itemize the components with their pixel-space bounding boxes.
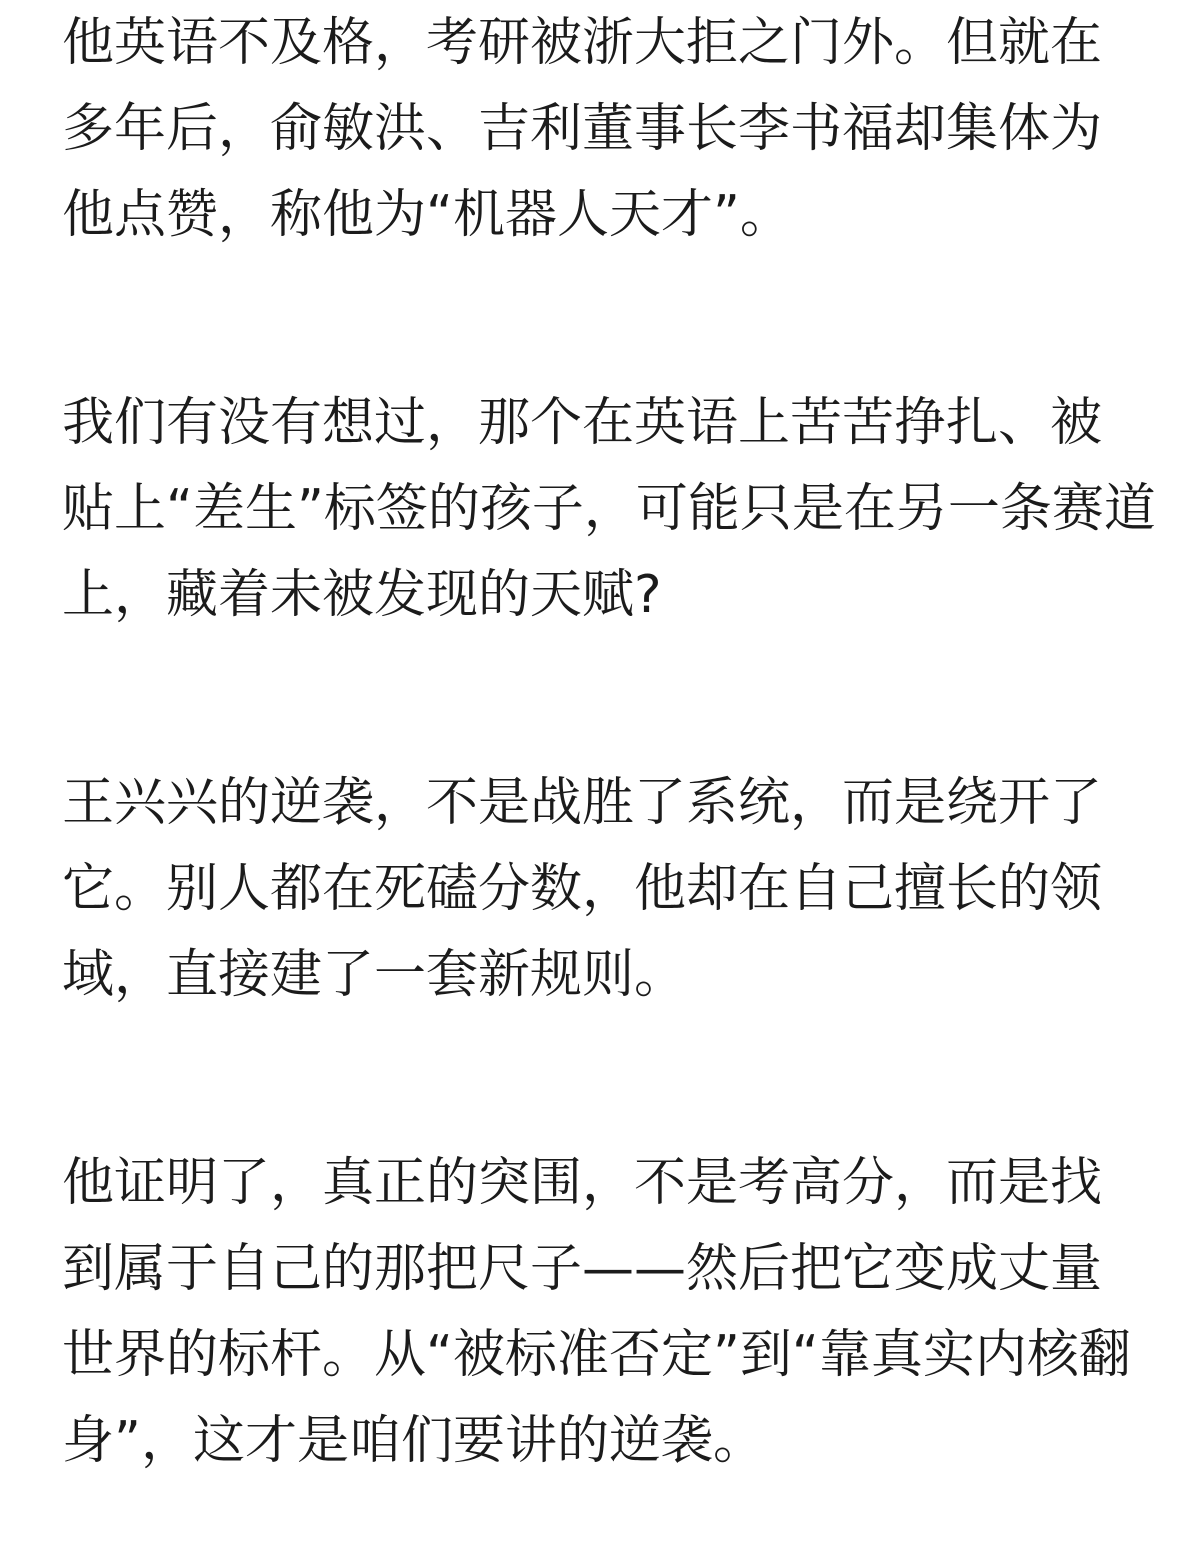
paragraph-line: 他证明了，真正的突围，不是考高分，而是找 xyxy=(62,1153,1103,1213)
paragraph-line: 我们有没有想过，那个在英语上苦苦挣扎、被 xyxy=(62,393,1103,453)
paragraph-line: 王兴兴的逆袭，不是战胜了系统，而是绕开了 xyxy=(62,773,1103,833)
paragraph-line: 身”，这才是咱们要讲的逆袭。 xyxy=(62,1411,765,1471)
paragraph-2 xyxy=(62,380,1156,638)
paragraph-line: 他英语不及格，考研被浙大拒之门外。但就在 xyxy=(62,13,1103,73)
paragraph-line: 世界的标杆。从“被标准否定”到“靠真实内核翻 xyxy=(62,1325,1131,1385)
paragraph-line: 上，藏着未被发现的天赋? xyxy=(62,565,662,625)
paragraph-line: 域，直接建了一套新规则。 xyxy=(62,945,687,1005)
paragraph-1 xyxy=(62,0,1119,258)
paragraph-line: 到属于自己的那把尺子——然后把它变成丈量 xyxy=(62,1239,1103,1299)
paragraph-line: 多年后，俞敏洪、吉利董事长李书福却集体为 xyxy=(62,99,1103,159)
paragraph-line: 贴上“差生”标签的孩子，可能只是在另一条赛道 xyxy=(62,479,1156,539)
paragraph-3 xyxy=(62,760,1119,1018)
paragraph-line: 它。别人都在死磕分数，他却在自己擅长的领 xyxy=(62,859,1103,919)
paragraph-line: 他点赞，称他为“机器人天才”。 xyxy=(62,185,792,245)
paragraph-4 xyxy=(62,1140,1131,1484)
